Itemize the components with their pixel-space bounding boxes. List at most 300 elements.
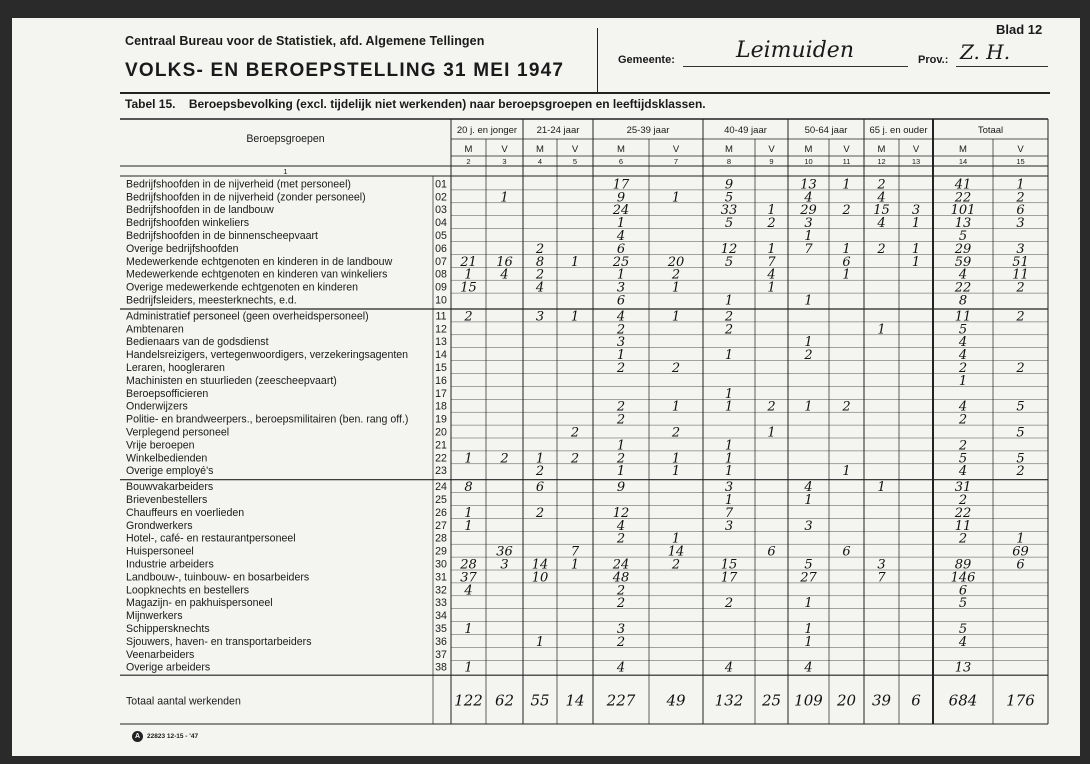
table-row [126,413,967,428]
occupation-label: Winkelbedienden [126,452,208,465]
occupation-label: Verplegend personeel [126,426,230,439]
handwritten-count: 24 [612,557,630,573]
sex-header: V [843,144,850,155]
total-count: 20 [836,691,857,710]
occupation-label: Magazijn- en pakhuispersoneel [126,597,273,610]
handwritten-count: 6 [767,544,776,560]
occupation-label: Overige bedrijfshoofden [126,242,239,255]
handwritten-count: 5 [958,451,968,467]
handwritten-count: 21 [460,254,477,270]
handwritten-count: 4 [724,660,734,676]
table-row [126,451,1025,466]
province-label: Prov.: [918,54,949,66]
handwritten-count: 2 [958,361,968,376]
column-number: 15 [1016,157,1025,166]
table-row [126,281,1025,296]
handwritten-count: 1 [1016,531,1025,547]
handwritten-count: 14 [531,557,549,573]
occupation-label: Beroepsofficieren [126,387,209,400]
handwritten-count: 8 [958,293,968,309]
handwritten-count: 25 [612,254,630,270]
handwritten-count: 13 [954,216,972,232]
handwritten-count: 1 [570,557,580,573]
handwritten-count: 1 [671,399,681,415]
table-row [126,438,967,453]
sex-header: M [804,144,813,155]
row-code: 28 [435,532,447,545]
sex-header: V [1017,144,1024,155]
total-label: Totaal aantal werkenden [126,695,241,708]
handwritten-count: 4 [804,660,813,676]
occupation-label: Handelsreizigers, vertegenwoordigers, verzekeringsagenten [126,349,409,362]
handwritten-count: 12 [720,241,738,257]
handwritten-count: 20 [667,254,685,270]
handwritten-count: 2 [671,557,681,573]
province-value: Z. H. [960,40,1011,64]
handwritten-count: 1 [616,464,626,480]
handwritten-count: 1 [842,464,851,480]
row-code: 08 [435,268,447,281]
handwritten-count: 11 [1012,267,1029,283]
sex-header: M [464,144,473,155]
handwritten-count: 5 [958,596,968,612]
handwritten-count: 12 [612,505,630,521]
table-row [126,596,967,611]
handwritten-count: 7 [570,544,580,560]
total-count: 55 [530,691,550,710]
handwritten-count: 8 [464,480,473,496]
table-row [126,361,1025,376]
total-count: 132 [714,691,744,710]
occupation-label: Bedrijfsleiders, meesterknechts, e.d. [126,294,297,307]
handwritten-count: 69 [1012,544,1029,560]
occupation-label: Overige medewerkende echtgenoten en kinderen [126,281,359,294]
handwritten-count: 2 [1016,280,1025,296]
handwritten-count: 1 [500,190,509,206]
occupation-label: Industrie arbeiders [126,558,214,571]
total-count: 62 [494,691,515,710]
occupation-label: Bedrijfshoofden in de nijverheid (met personeel) [126,178,351,191]
occupation-label: Ambtenaren [126,323,184,336]
handwritten-count: 101 [950,203,976,219]
sex-header: V [912,144,920,155]
handwritten-count: 4 [958,335,968,351]
handwritten-count: 5 [724,190,734,206]
handwritten-count: 3 [877,557,886,573]
occupation-label: Bouwvakarbeiders [126,481,214,494]
occupation-label: Landbouw-, tuinbouw- en bosarbeiders [126,571,310,584]
handwritten-count: 6 [842,544,851,560]
handwritten-count: 51 [1012,254,1029,270]
sex-header: M [617,144,625,155]
handwritten-count: 4 [464,583,473,599]
row-code: 31 [435,571,447,584]
handwritten-count: 2 [616,531,626,547]
sex-header: M [725,144,733,155]
handwritten-count: 22 [954,505,972,521]
table-row [126,203,1025,218]
handwritten-count: 1 [724,464,734,480]
table-row [126,506,971,521]
row-code: 35 [435,623,447,635]
gemeente-label: Gemeente: [618,54,675,66]
row-code: 06 [435,242,447,255]
total-count: 109 [794,691,823,710]
handwritten-count: 1 [724,293,734,309]
handwritten-count: 3 [535,309,545,325]
occupation-label: Leraren, hoogleraren [126,362,225,374]
column-number: 10 [804,157,813,166]
handwritten-count: 5 [804,557,813,573]
handwritten-count: 5 [724,254,734,270]
table-row [126,464,1025,479]
row-code: 11 [435,310,447,323]
table-row [126,635,967,650]
handwritten-count: 4 [616,229,626,244]
handwritten-count: 2 [616,399,626,415]
total-count: 25 [761,691,782,710]
print-footer [132,731,198,742]
column-number: 1 [283,167,288,176]
column-number: 11 [842,157,851,166]
handwritten-count: 1 [804,596,813,612]
row-code: 02 [435,191,447,204]
handwritten-count: 5 [1016,399,1025,415]
handwritten-count: 6 [1016,203,1025,219]
handwritten-count: 1 [804,293,813,309]
handwritten-count: 2 [616,634,626,650]
row-code: 32 [435,584,447,597]
row-code: 04 [435,217,447,230]
handwritten-count: 5 [724,216,734,232]
printer-logo-icon: A [132,731,143,742]
handwritten-count: 1 [911,216,921,232]
table-row [126,216,1025,231]
handwritten-count: 2 [724,596,734,612]
handwritten-count: 1 [570,254,580,270]
handwritten-count: 33 [720,203,738,219]
handwritten-count: 1 [724,386,734,402]
column-number: 5 [572,157,578,166]
handwritten-count: 22 [954,190,972,206]
handwritten-count: 2 [671,361,681,376]
handwritten-count: 1 [1016,177,1025,193]
handwritten-count: 2 [877,241,886,257]
table-row [126,348,967,363]
row-code: 03 [435,204,447,217]
handwritten-count: 1 [724,348,734,364]
table-row [126,493,967,508]
handwritten-count: 1 [911,254,921,270]
handwritten-count: 1 [804,335,813,351]
handwritten-count: 1 [842,267,851,283]
column-number: 14 [958,157,968,166]
row-code: 37 [435,648,447,661]
handwritten-count: 3 [616,335,626,351]
row-code: 34 [435,610,447,623]
table-row [126,583,967,598]
handwritten-count: 9 [616,190,626,206]
handwritten-count: 1 [724,451,734,467]
handwritten-count: 1 [724,493,734,508]
column-number: 12 [877,157,886,166]
occupation-label: Bedrijfshoofden in de nijverheid (zonder personeel) [126,191,366,204]
occupation-label: Chauffeurs en voerlieden [126,506,245,519]
table-row [126,177,1025,192]
total-count: 227 [606,691,636,710]
sex-header: M [536,144,544,155]
row-code: 13 [435,336,447,349]
handwritten-count: 1 [804,399,813,415]
age-group-header: 40-49 jaar [724,125,767,136]
gemeente-value: Leimuiden [735,38,854,63]
column-number: 13 [911,157,921,166]
handwritten-count: 4 [958,267,968,283]
row-code: 27 [435,519,447,532]
handwritten-count: 1 [464,451,473,467]
handwritten-count: 7 [804,241,813,257]
handwritten-count: 1 [616,438,626,454]
occupation-label: Overige arbeiders [126,661,211,674]
handwritten-count: 3 [1016,241,1025,257]
handwritten-count: 2 [535,241,545,257]
row-code: 07 [435,255,447,268]
occupation-label: Bedienaars van de godsdienst [126,336,269,349]
handwritten-count: 2 [958,412,968,428]
handwritten-count: 15 [460,280,477,296]
sex-header: M [877,144,886,155]
handwritten-count: 5 [1016,425,1025,441]
handwritten-count: 6 [1016,557,1025,573]
total-count: 176 [1006,691,1035,710]
handwritten-count: 1 [767,280,776,296]
table-row [126,268,1029,283]
handwritten-count: 6 [535,480,545,496]
occupation-label: Bedrijfshoofden winkeliers [126,217,250,230]
table-row [126,255,1029,270]
table-title: Beroepsbevolking (excl. tijdelijk niet werkenden) naar beroepsgroepen en leeftijdsklassen. [188,97,706,111]
handwritten-count: 2 [767,399,776,415]
occupation-label: Overige employé's [126,465,214,478]
handwritten-count: 3 [616,622,626,637]
row-code: 01 [435,178,447,191]
handwritten-count: 1 [804,634,813,650]
table-row [126,294,967,309]
occupation-label: Politie- en brandweerpers., beroepsmilitairen (ben. rang off.) [126,413,409,426]
handwritten-count: 2 [767,216,776,232]
handwritten-count: 24 [612,203,630,219]
handwritten-count: 36 [496,544,513,560]
handwritten-count: 2 [1016,361,1025,376]
column-number: 7 [673,157,679,166]
handwritten-count: 3 [616,280,626,296]
table-row [126,661,971,676]
age-group-header: 50-64 jaar [804,125,848,136]
handwritten-count: 41 [954,177,972,193]
handwritten-count: 2 [535,464,545,480]
handwritten-count: 2 [535,505,545,521]
handwritten-count: 13 [800,177,817,193]
handwritten-count: 5 [958,622,968,637]
handwritten-count: 1 [616,267,626,283]
handwritten-count: 14 [667,544,685,560]
print-code: 22823 12-15 - '47 [147,733,199,740]
age-group-header: 20 j. en jonger [456,125,518,136]
handwritten-count: 10 [531,570,549,586]
row-code: 12 [435,323,447,336]
handwritten-count: 22 [954,280,972,296]
handwritten-count: 48 [612,570,630,586]
handwritten-count: 11 [954,309,972,325]
handwritten-count: 13 [954,660,972,676]
column-number: 4 [537,157,543,166]
handwritten-count: 89 [954,557,972,573]
handwritten-count: 3 [1016,216,1025,232]
table-row [126,190,1025,205]
occupation-label: Medewerkende echtgenoten en kinderen van winkeliers [126,268,388,281]
row-code: 29 [435,545,447,558]
total-count: 6 [911,691,921,710]
row-code: 20 [435,426,447,439]
handwritten-count: 146 [950,570,976,586]
handwritten-count: 1 [724,399,734,415]
handwritten-count: 2 [616,322,626,338]
table-number: Tabel 15. [125,97,176,111]
first-column-header: Beroepsgroepen [246,133,325,145]
handwritten-count: 4 [616,660,626,676]
total-count: 122 [454,691,483,710]
handwritten-count: 6 [616,293,626,309]
handwritten-count: 31 [954,480,972,496]
handwritten-count: 1 [671,531,681,547]
handwritten-count: 1 [671,309,681,325]
handwritten-count: 2 [842,399,851,415]
table-row [126,558,1025,573]
handwritten-count: 1 [570,309,580,325]
row-code: 25 [435,494,447,506]
table-row [126,309,1025,324]
occupation-label: Vrije beroepen [126,439,195,452]
occupation-label: Loopknechts en bestellers [126,584,250,597]
handwritten-count: 1 [464,660,473,676]
handwritten-count: 1 [464,267,473,283]
handwritten-count: 3 [500,557,509,573]
handwritten-count: 1 [767,425,776,441]
handwritten-count: 2 [958,438,968,454]
handwritten-count: 1 [767,203,776,219]
handwritten-count: 4 [804,190,813,206]
table-row [126,519,971,534]
handwritten-count: 2 [464,309,473,325]
handwritten-count: 11 [954,518,972,534]
handwritten-count: 2 [724,322,734,338]
occupation-label: Onderwijzers [126,400,188,413]
handwritten-count: 1 [671,464,681,480]
handwritten-count: 6 [842,254,851,270]
row-code: 22 [435,452,447,465]
handwritten-count: 4 [804,480,813,496]
handwritten-count: 15 [873,203,890,219]
handwritten-count: 2 [671,267,681,283]
occupation-label: Hotel-, café- en restaurantpersoneel [126,532,296,545]
row-code: 30 [435,558,447,571]
age-group-header: Totaal [977,125,1004,136]
handwritten-count: 1 [671,280,681,296]
handwritten-count: 7 [877,570,886,586]
handwritten-count: 2 [535,267,545,283]
handwritten-count: 2 [570,451,580,467]
handwritten-count: 1 [464,505,473,521]
handwritten-count: 1 [464,622,473,637]
handwritten-count: 27 [800,570,817,586]
handwritten-count: 37 [460,570,477,586]
handwritten-count: 5 [958,229,968,244]
handwritten-count: 3 [804,518,813,534]
handwritten-count: 1 [804,622,813,637]
handwritten-count: 1 [911,241,921,257]
occupation-label: Bedrijfshoofden in de landbouw [126,204,274,217]
table-row [126,426,1025,441]
sex-header: V [571,144,579,155]
handwritten-count: 2 [616,583,626,599]
occupation-label: Veenarbeiders [126,648,195,661]
handwritten-count: 4 [958,399,968,415]
handwritten-count: 1 [767,241,776,257]
handwritten-count: 3 [724,518,734,534]
occupation-label: Huispersoneel [126,545,194,558]
total-count: 39 [871,691,892,710]
handwritten-count: 1 [671,451,681,467]
occupation-label: Brievenbestellers [126,494,208,506]
row-code: 10 [435,294,447,307]
handwritten-count: 9 [724,177,734,193]
handwritten-count: 16 [496,254,513,270]
sex-header: V [768,144,775,155]
occupation-label: Machinisten en stuurlieden (zeescheepvaart) [126,374,337,387]
row-code: 15 [435,362,447,374]
age-group-header: 65 j. en ouder [869,125,928,136]
age-group-header: 21-24 jaar [536,125,580,136]
handwritten-count: 2 [616,361,626,376]
handwritten-count: 2 [1016,309,1025,325]
sex-header: M [959,144,967,155]
handwritten-count: 1 [804,493,813,508]
row-code: 14 [435,349,447,362]
handwritten-count: 9 [616,480,626,496]
handwritten-count: 1 [671,190,681,206]
handwritten-count: 2 [958,493,968,508]
handwritten-count: 1 [842,177,851,193]
handwritten-count: 6 [616,241,626,257]
occupation-label: Bedrijfshoofden in de binnenscheepvaart [126,230,319,242]
column-number: 2 [466,157,471,166]
handwritten-count: 4 [958,634,968,650]
occupation-label: Medewerkende echtgenoten en kinderen in de landbouw [126,255,393,268]
row-code: 16 [435,374,447,387]
handwritten-count: 2 [1016,464,1025,480]
handwritten-count: 1 [535,451,545,467]
handwritten-count: 59 [954,254,972,270]
age-group-header: 25-39 jaar [626,125,670,136]
occupation-label: Mijnwerkers [126,610,183,623]
occupation-label: Administratief personeel (geen overheidspersoneel) [126,310,369,323]
handwritten-count: 4 [877,190,886,206]
sex-header: V [672,144,680,155]
table-row [126,387,733,402]
handwritten-count: 1 [616,216,626,232]
table-row [126,400,1025,415]
handwritten-count: 2 [570,425,580,441]
